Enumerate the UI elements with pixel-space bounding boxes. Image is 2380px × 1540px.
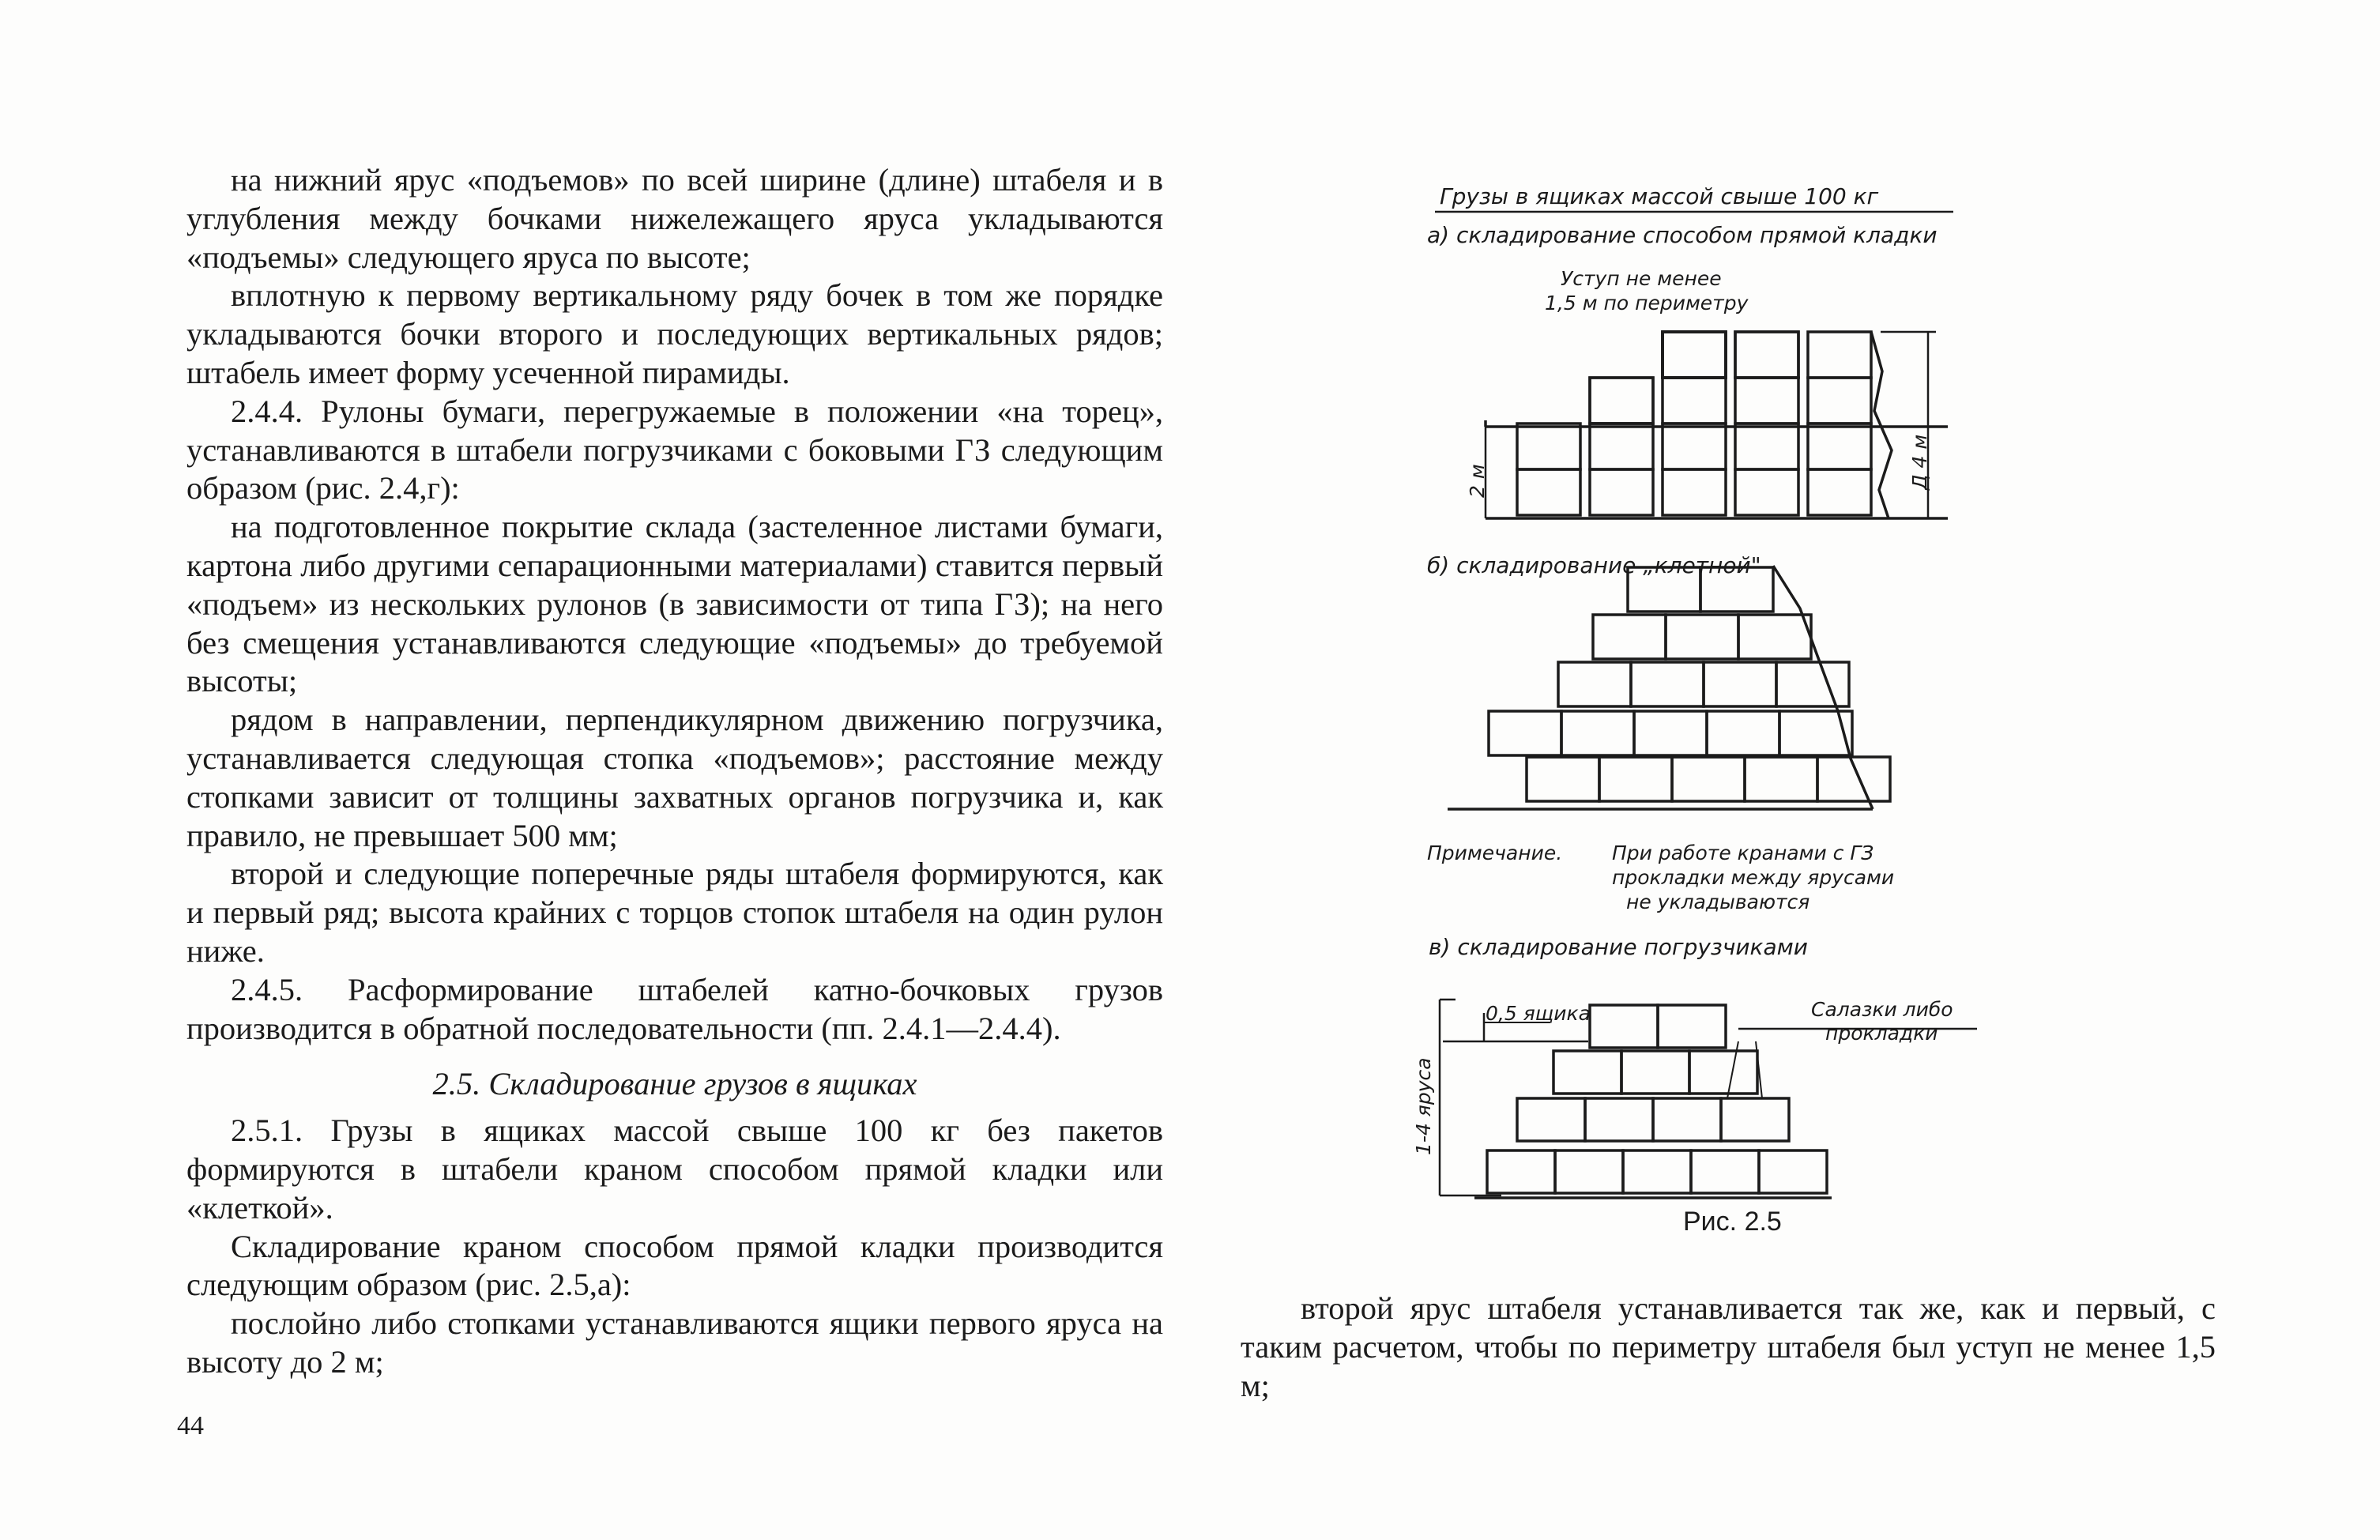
stack-diagram-a xyxy=(1486,286,1948,518)
skids-label-line2: прокладки xyxy=(1825,1022,1938,1045)
paragraph: послойно либо стопками устанавливаются ящики первого яруса на высоту до 2 м; xyxy=(186,1305,1163,1380)
paragraph: на нижний ярус «подъемов» по всей ширине (длине) штабеля и в углубления между бочками нижележащего яруса укладываются «подъемы» следующего яруса по высоте; xyxy=(186,162,1163,275)
dim-4m-label: Д 4 м xyxy=(1908,434,1931,490)
paragraph: вплотную к первому вертикальному ряду бочек в том же порядке укладываются бочки второго и последующих вертикальных рядов; штабель имеет форму усеченной пирамиды. xyxy=(186,277,1163,390)
note-label: Примечание. xyxy=(1427,842,1563,864)
ledge-label-line2: 1,5 м по периметру xyxy=(1545,292,1749,314)
half-box-label: 0,5 ящика xyxy=(1486,1002,1591,1025)
paragraph: 2.5.1. Грузы в ящиках массой свыше 100 кг без пакетов формируются в штабели краном способом прямой кладки или «клеткой». xyxy=(186,1113,1163,1226)
paragraph: 2.4.5. Расформирование штабелей катно-бочковых грузов производится в обратной последовательности (пп. 2.4.1—2.4.4). xyxy=(186,971,1163,1046)
right-text-column xyxy=(1241,1290,2216,1405)
subfig-b-label: б) складирование „клетной" xyxy=(1427,552,1761,578)
section-heading: 2.5. Складирование грузов в ящиках xyxy=(432,1066,917,1102)
stack-diagram-b xyxy=(1448,566,1890,809)
paragraph: второй и следующие поперечные ряды штабеля формируются, как и первый ряд; высота крайних с торцов стопок штабеля на один рулон ниже. xyxy=(186,856,1163,969)
subfig-a-label: а) складирование способом прямой кладки xyxy=(1427,222,1938,248)
dim-2m-label: 2 м xyxy=(1466,464,1489,498)
tiers-label: 1-4 яруса xyxy=(1412,1057,1435,1155)
note-line1: При работе кранами с ГЗ xyxy=(1612,842,1874,864)
ledge-label-line1: Уступ не менее xyxy=(1561,267,1722,290)
figure-caption: Рис. 2.5 xyxy=(1683,1207,1782,1237)
note-line2: прокладки между ярусами xyxy=(1612,866,1895,889)
page-number: 44 xyxy=(177,1411,204,1440)
paragraph: на подготовленное покрытие склада (застеленное листами бумаги, картона либо другими сепарационными материалами) ставится первый «подъем» из нескольких рулонов (в зависимости от типа ГЗ); на него без смещения устанавливаются следующие «подъемы» до требуемой высоты; xyxy=(186,509,1163,699)
paragraph: рядом в направлении, перпендикулярном движению погрузчика, устанавливается следующая стопка «подъемов»; расстояние между стопками зависит от толщины захватных органов погрузчика и, как правило, не превышает 500 мм; xyxy=(186,702,1163,853)
note-line3: не укладываются xyxy=(1626,890,1810,913)
paragraph: 2.4.4. Рулоны бумаги, перегружаемые в положении «на торец», устанавливаются в штабели погрузчиками с боковыми ГЗ следующим образом (рис. 2.4,г): xyxy=(186,393,1163,506)
paragraph: Складирование краном способом прямой кладки производится следующим образом (рис. 2.5,а): xyxy=(186,1228,1163,1303)
figure-title: Грузы в ящиках массой свыше 100 кг xyxy=(1440,183,1879,209)
subfig-v-label: в) складирование погрузчиками xyxy=(1429,934,1808,960)
skids-label-line1: Салазки либо xyxy=(1811,998,1953,1021)
paragraph: второй ярус штабеля устанавливается так же, как и первый, с таким расчетом, чтобы по периметру штабеля был уступ не менее 1,5 м; xyxy=(1241,1290,2216,1403)
